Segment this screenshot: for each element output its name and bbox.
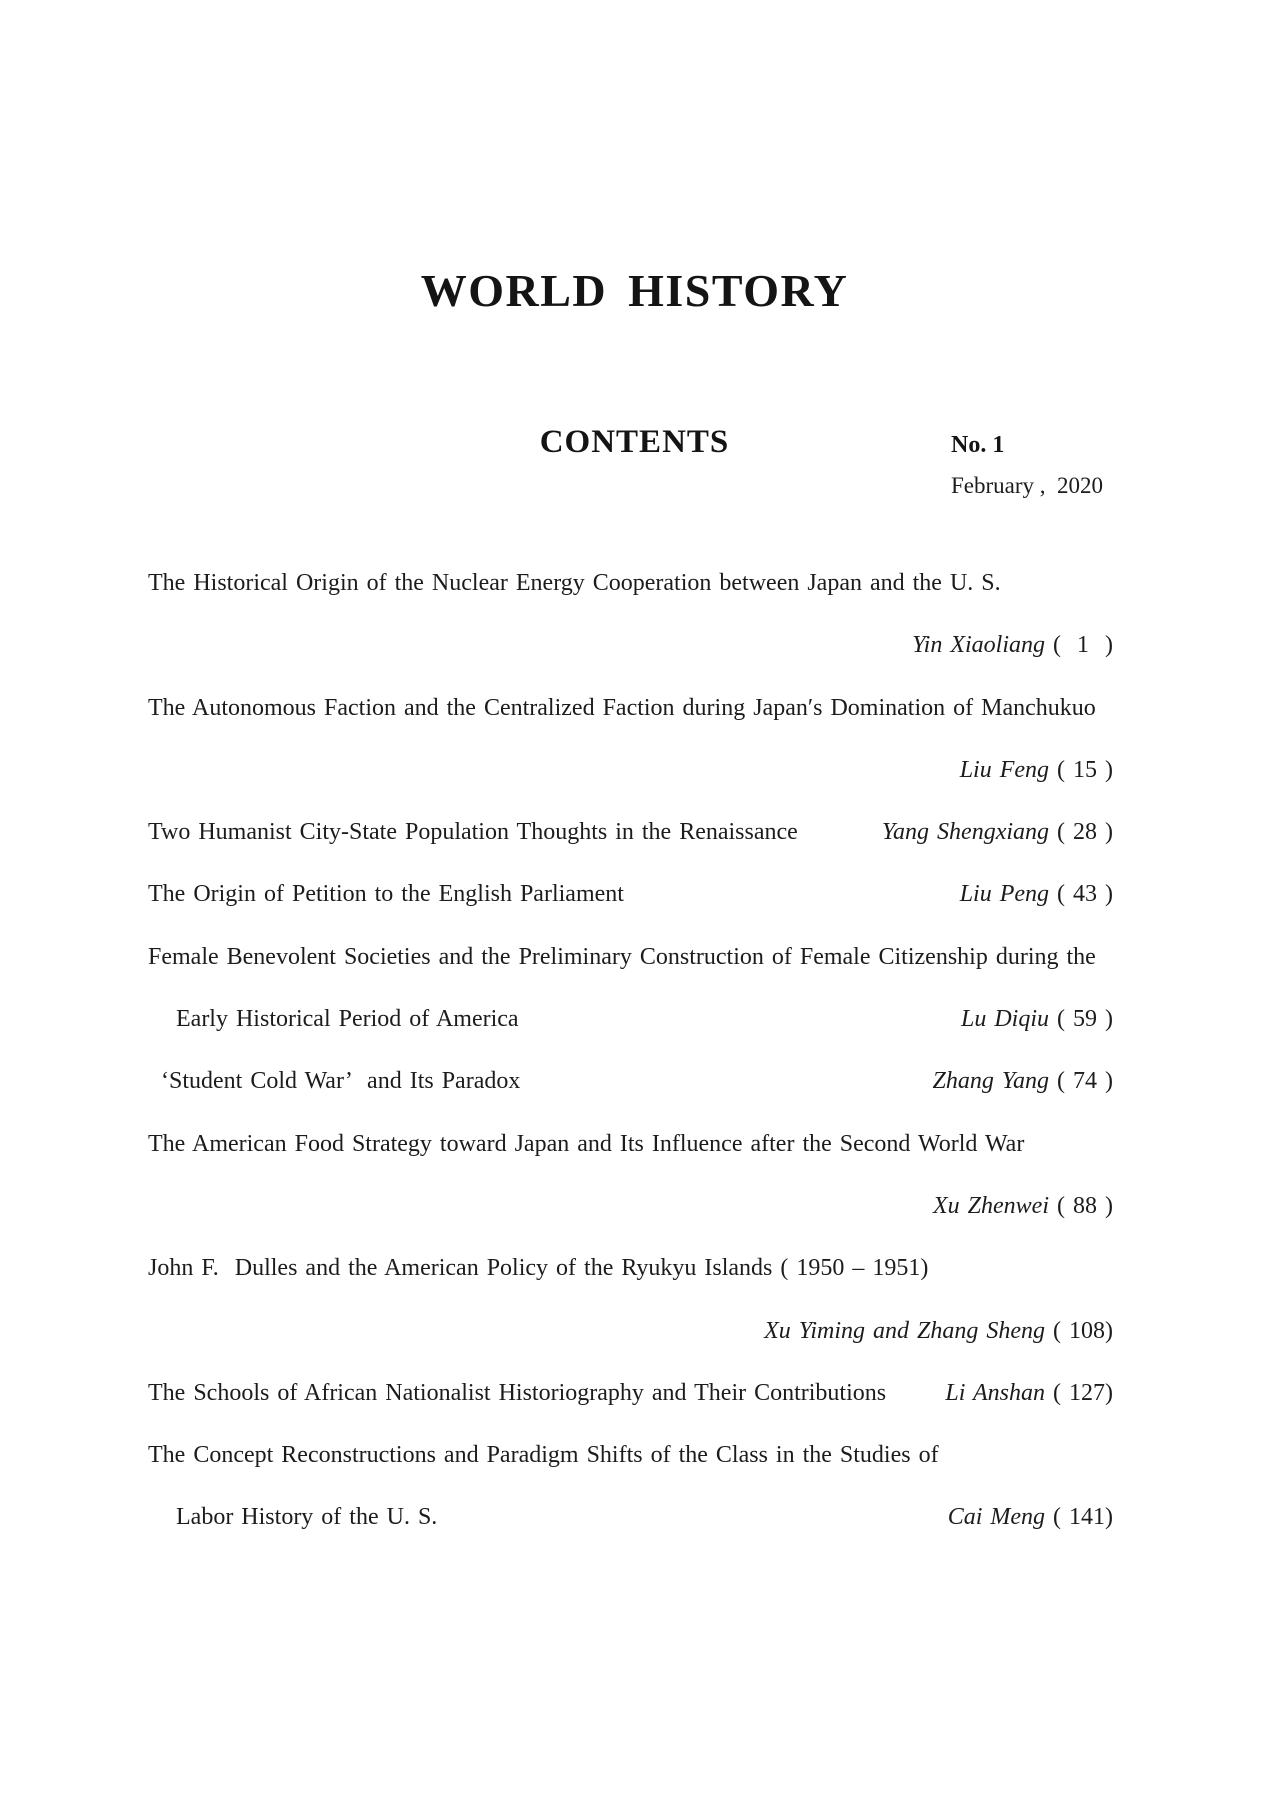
toc-line [148,1004,1113,1066]
journal-title: WORLD HISTORY [420,265,849,316]
toc-entry-title: Labor History of the U. S. [176,1504,438,1531]
toc-entry-ref [961,1004,1113,1034]
toc-line [148,1066,1113,1128]
toc-entry-page: ( 74 ) [1049,1068,1113,1095]
issue-block [951,433,1103,497]
toc-entry-ref [912,630,1113,660]
toc-entry-title: The Autonomous Faction and the Centralized Faction during Japan′s Domination of Manchukuo [148,694,1096,721]
toc-entry-page: ( 88 ) [1049,1192,1113,1219]
toc-entry-author: Xu Zhenwei [933,1192,1050,1219]
toc-line [148,1253,1113,1315]
issue-date: February , 2020 [951,473,1104,498]
toc-entry-title: Female Benevolent Societies and the Preliminary Construction of Female Citizenship during the [148,943,1096,970]
toc-entry-page: ( 141) [1045,1504,1113,1531]
toc-entry-author: Cai Meng [947,1504,1046,1531]
toc-entry-ref [933,1066,1113,1096]
toc-line [148,879,1113,941]
toc-line [148,755,1113,817]
toc-entry-author: Yin Xiaoliang [912,632,1046,659]
toc-entry-ref [945,1378,1113,1408]
toc-entry-title: The Schools of African Nationalist Historiography and Their Contributions [148,1379,887,1406]
toc-entry-page: ( 1 ) [1045,632,1113,659]
toc-line [148,1129,1113,1191]
table-of-contents [148,568,1113,1565]
toc-entry-page: ( 108) [1045,1317,1113,1344]
toc-entry-author: Lu Diqiu [961,1006,1050,1033]
toc-entry-page: ( 59 ) [1049,1006,1113,1033]
toc-line [148,1440,1113,1502]
toc-entry-title: The American Food Strategy toward Japan and Its Influence after the Second World War [148,1130,1025,1157]
toc-line [148,1502,1113,1564]
toc-entry-page: ( 28 ) [1049,819,1113,846]
toc-entry-ref [948,1502,1113,1532]
toc-line [148,942,1113,1004]
toc-line [148,817,1113,879]
toc-entry-page: ( 127) [1045,1379,1113,1406]
toc-line [148,693,1113,755]
toc-entry-author: Liu Feng [959,756,1050,783]
toc-entry-page: ( 43 ) [1049,881,1113,908]
toc-entry-page: ( 15 ) [1049,756,1113,783]
toc-entry-title: The Historical Origin of the Nuclear Energy Cooperation between Japan and the U. S. [148,570,1001,596]
toc-entry-author: Liu Peng [959,881,1050,908]
toc-entry-title: Two Humanist City-State Population Thoughts in the Renaissance [148,819,798,846]
toc-entry-author: Xu Yiming and Zhang Sheng [764,1317,1046,1344]
toc-entry-title: The Concept Reconstructions and Paradigm Shifts of the Class in the Studies of [148,1442,939,1469]
toc-entry-ref [882,817,1113,847]
toc-entry-author: Zhang Yang [932,1068,1050,1095]
toc-line [148,1378,1113,1440]
toc-entry-author: Li Anshan [945,1379,1046,1406]
toc-line [148,1191,1113,1253]
toc-line [148,568,1113,630]
toc-entry-title: The Origin of Petition to the English Parliament [148,881,624,908]
toc-entry-ref [764,1316,1113,1346]
toc-line [148,1316,1113,1378]
toc-entry-author: Yang Shengxiang [881,819,1050,846]
toc-entry-ref [933,1191,1113,1221]
toc-entry-ref [960,755,1113,785]
issue-number: No. 1 [951,432,1005,458]
toc-line [148,630,1113,692]
contents-heading: CONTENTS [539,424,730,460]
toc-entry-title: ‘Student Cold War’ and Its Paradox [161,1068,521,1095]
toc-entry-title: Early Historical Period of America [176,1006,519,1033]
toc-entry-ref [960,879,1113,909]
toc-entry-title: John F. Dulles and the American Policy of the Ryukyu Islands ( 1950 – 1951) [148,1255,929,1282]
